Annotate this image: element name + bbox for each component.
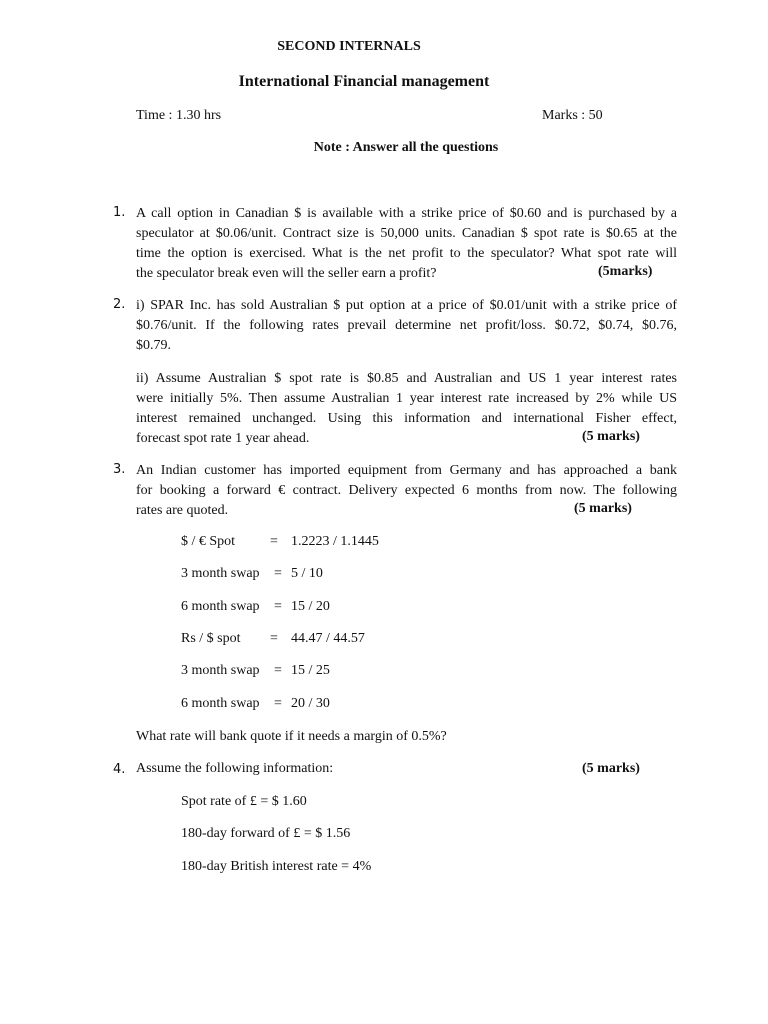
question-3-number: 3.: [113, 462, 126, 477]
rate-label: 6 month swap: [181, 696, 260, 711]
exam-note: Note : Answer all the questions: [313, 140, 499, 155]
rate-equals: =: [270, 534, 278, 549]
exam-type-heading: SECOND INTERNALS: [277, 39, 421, 54]
question-2-line: were initially 5%. Then assume Australian 1 year interest rate increased by 2% while US: [136, 391, 677, 406]
exam-time: Time : 1.30 hrs: [136, 108, 222, 123]
rate-label: Rs / $ spot: [181, 631, 241, 646]
rate-equals: =: [274, 566, 282, 581]
rate-value: 15 / 20: [291, 599, 330, 614]
question-3-line: rates are quoted.: [136, 503, 229, 518]
question-2-line: forecast spot rate 1 year ahead.: [136, 431, 310, 446]
question-2-part-1: [136, 296, 677, 356]
question-2-line: ii) Assume Australian $ spot rate is $0.85 and Australian and US 1 year interest rates: [136, 371, 677, 386]
rate-value: 15 / 25: [291, 663, 330, 678]
question-3-closing: What rate will bank quote if it needs a margin of 0.5%?: [136, 729, 447, 744]
rate-equals: =: [274, 599, 282, 614]
rate-value: 5 / 10: [291, 566, 323, 581]
rate-equals: =: [274, 696, 282, 711]
exam-subject-title: International Financial management: [238, 73, 490, 90]
question-4-intro: Assume the following information:: [136, 761, 334, 776]
question-2-line: $0.76/unit. If the following rates prevail determine net profit/loss. $0.72, $0.74, $0.76,: [136, 318, 677, 333]
question-4-item: Spot rate of £ = $ 1.60: [181, 794, 307, 809]
rate-label: 3 month swap: [181, 566, 260, 581]
question-2-line: interest remained unchanged. Using this information and international Fisher effect,: [136, 411, 677, 426]
question-1-marks: (5marks): [598, 264, 653, 279]
question-1-line: A call option in Canadian $ is available with a strike price of $0.60 and is purchased by a: [136, 206, 677, 221]
rate-equals: =: [274, 663, 282, 678]
question-4-item: 180-day forward of £ = $ 1.56: [181, 826, 351, 841]
question-2-line: i) SPAR Inc. has sold Australian $ put option at a price of $0.01/unit with a strike price of: [136, 298, 677, 313]
question-1-body: [136, 204, 677, 284]
question-4-marks: (5 marks): [582, 761, 640, 776]
question-2-number: 2.: [113, 297, 126, 312]
question-1-line: the speculator break even will the seller earn a profit?: [136, 266, 437, 281]
rate-value: 44.47 / 44.57: [291, 631, 365, 646]
rate-equals: =: [270, 631, 278, 646]
question-4-number: 4.: [113, 762, 126, 777]
question-3-marks: (5 marks): [574, 501, 632, 516]
rate-label: $ / € Spot: [181, 534, 236, 549]
rate-value: 1.2223 / 1.1445: [291, 534, 379, 549]
question-1-line: speculator at $0.06/unit. Contract size is 50,000 units. Canadian $ spot rate is $0.65 at the: [136, 226, 677, 241]
rate-label: 6 month swap: [181, 599, 260, 614]
exam-total-marks: Marks : 50: [542, 108, 603, 123]
question-4-item: 180-day British interest rate = 4%: [181, 859, 372, 874]
question-3-line: for booking a forward € contract. Delivery expected 6 months from now. The following: [136, 483, 677, 498]
question-3-line: An Indian customer has imported equipment from Germany and has approached a bank: [136, 463, 677, 478]
question-1-number: 1.: [113, 205, 126, 220]
rate-value: 20 / 30: [291, 696, 330, 711]
rate-label: 3 month swap: [181, 663, 260, 678]
question-1-line: time the option is exercised. What is the net profit to the speculator? What spot rate will: [136, 246, 677, 261]
question-2-line: $0.79.: [136, 338, 171, 353]
question-2-marks: (5 marks): [582, 429, 640, 444]
